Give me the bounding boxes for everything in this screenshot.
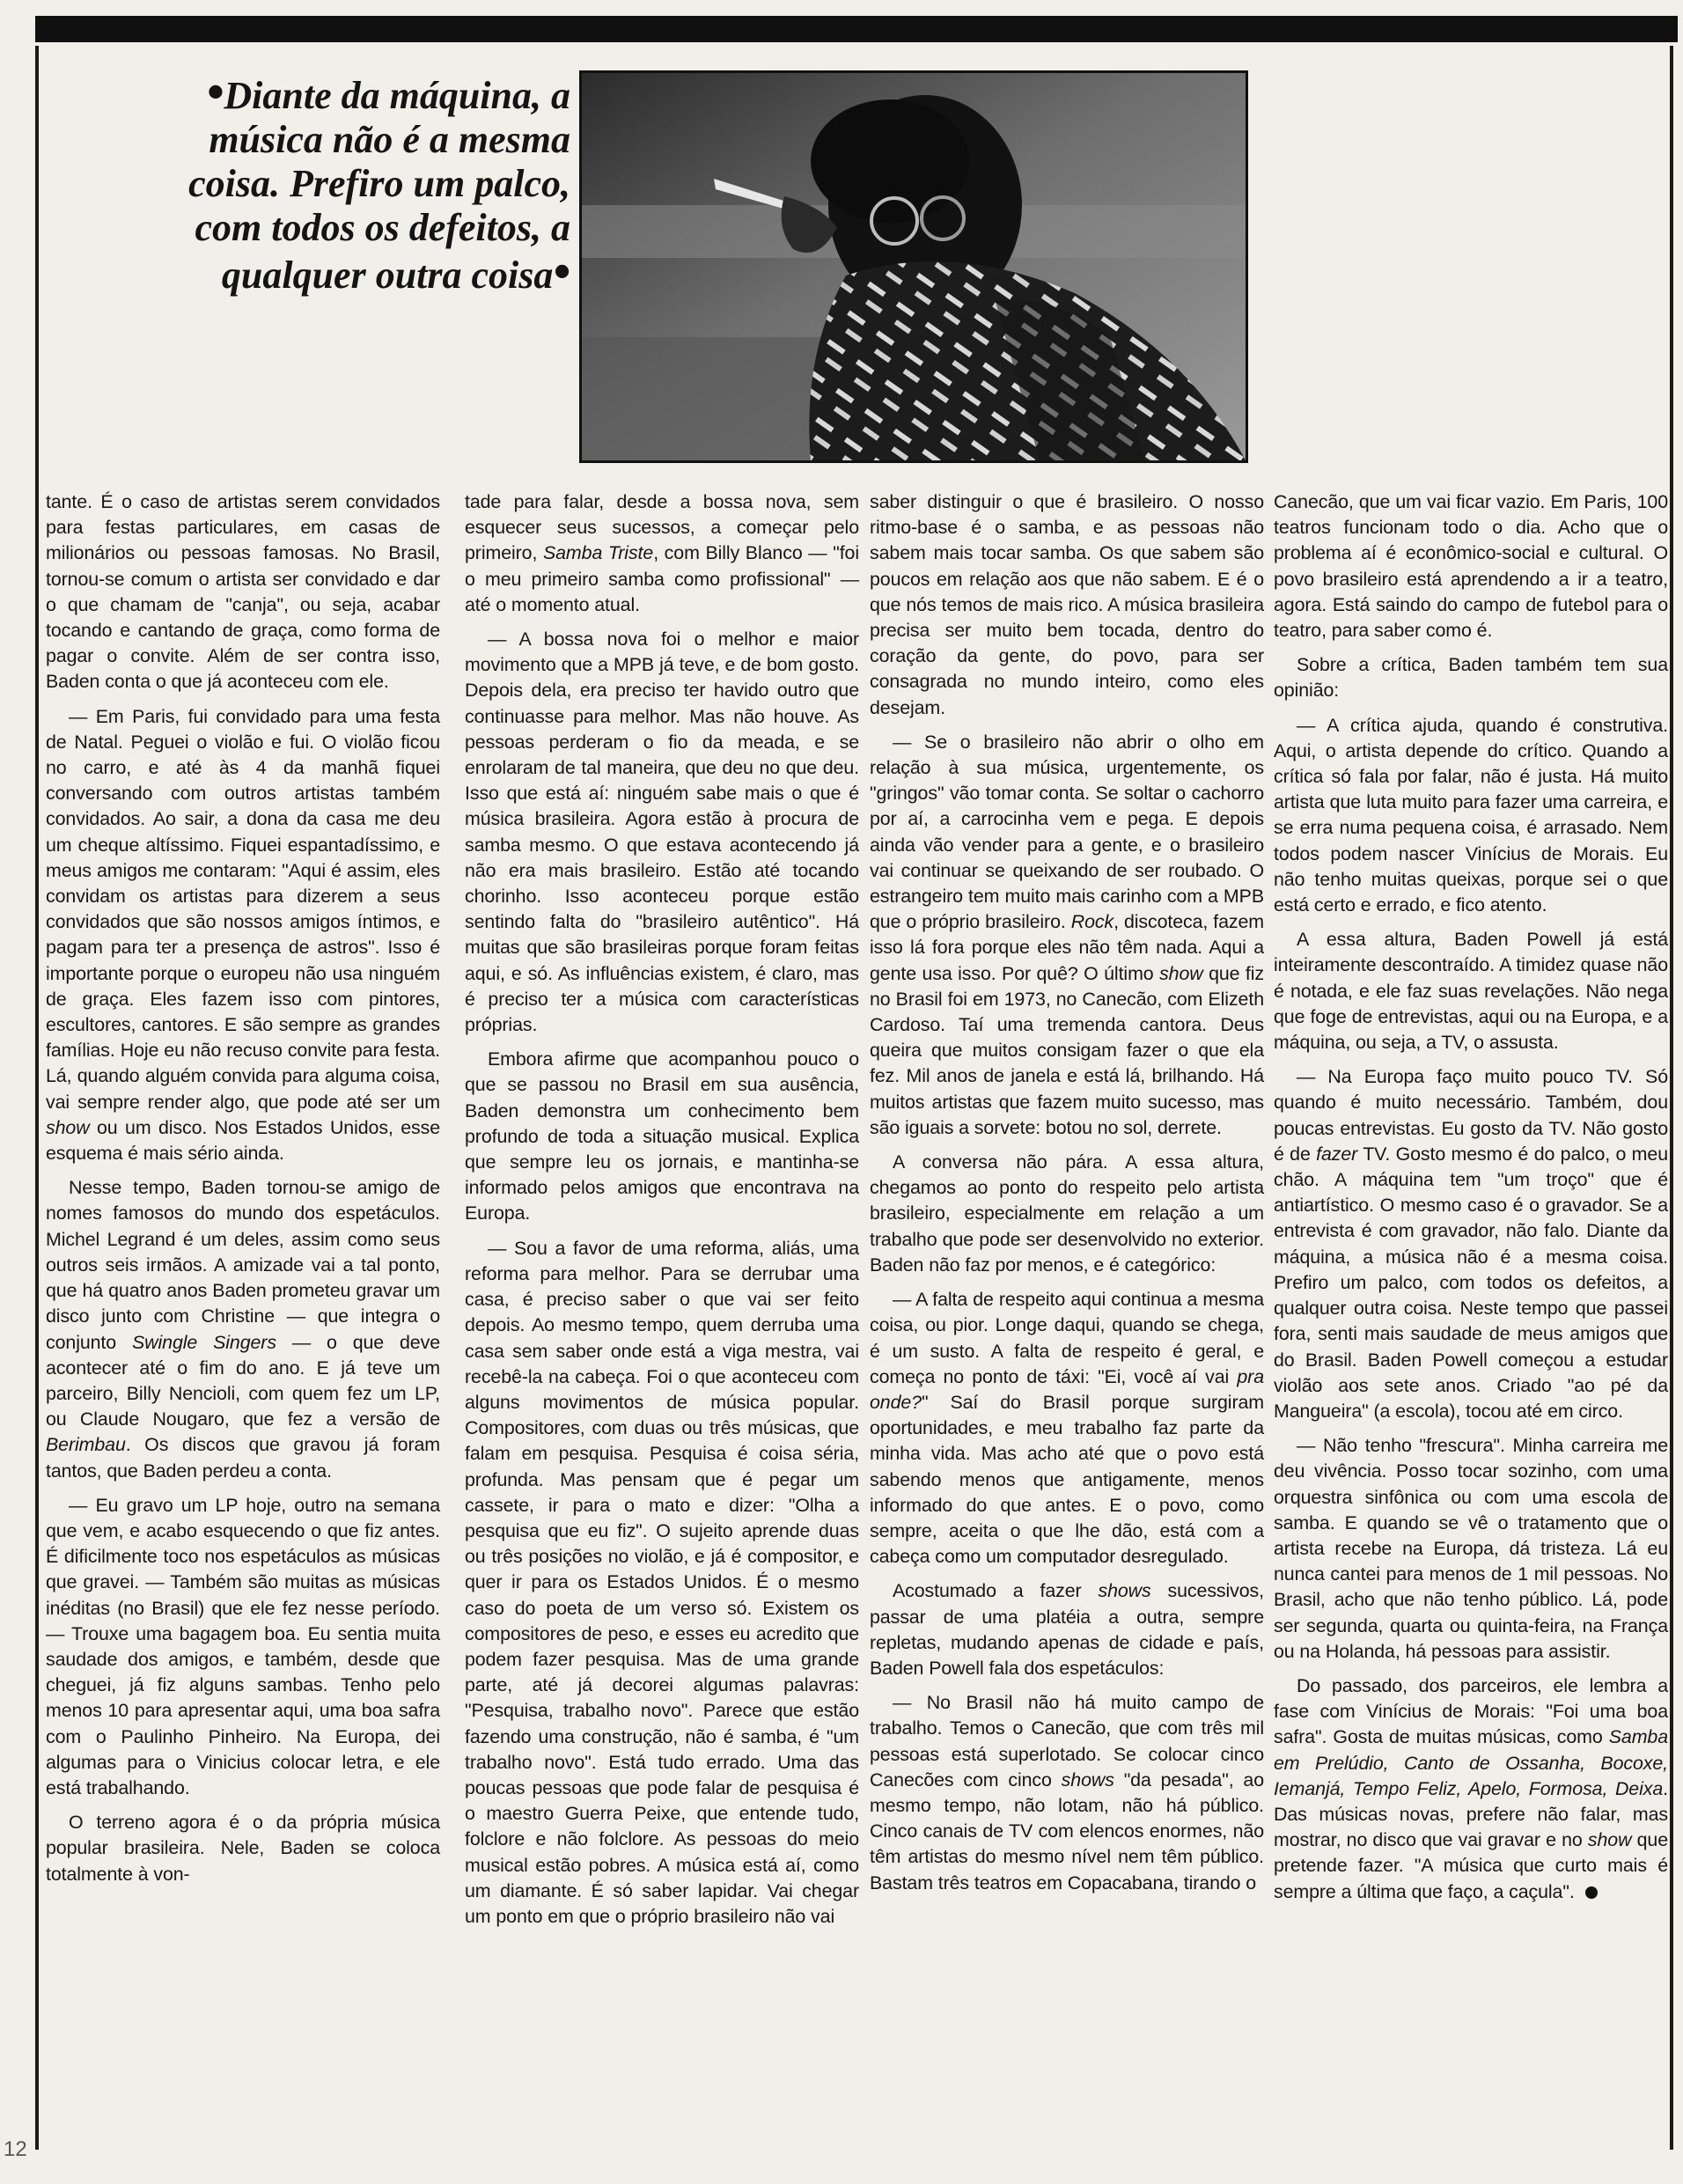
paragraph: Nesse tempo, Baden tornou-se amigo de nomes famosos do mundo dos espetáculos. Michel Legrand é um deles, assim como seus outros seis irmãos. A amizade vai a tal ponto, que há quatro anos Baden prometeu gravar um disco junto com Christine — que integra o conjunto Swingle Singers — o que deve acontecer até o fim do ano. E já teve um parceiro, Billy Nencioli, com quem fez um LP, ou Claude Nougaro, que fez a versão de Berimbau. Os discos que gravou já foram tantos, que Baden perdeu a conta.: [46, 1177, 440, 1482]
paragraph: O terreno agora é o da própria música popular brasileira. Nele, Baden se coloca totalmente à von-: [46, 1812, 440, 1885]
end-of-article-mark: [1585, 1886, 1598, 1899]
paragraph: — Não tenho "frescura". Minha carreira me deu vivência. Posso tocar sozinho, com uma orquestra sinfônica ou com uma escola de samba. E quando se vê o tratamento que o artista recebe na Europa, dá tristeza. Lá eu nunca cantei para menos de 1 mil pessoas. No Brasil, acho que não tenho público. Lá, pode ser segunda, quarta ou quinta-feira, na França ou na Holanda, há pessoas para assistir.: [1274, 1435, 1668, 1662]
paragraph: Do passado, dos parceiros, ele lembra a fase com Vinícius de Morais: "Foi uma boa safra". Gosta de muitas músicas, como Samba em Prelúdio, Canto de Ossanha, Bocoxe, Iemanjá, Tempo Feliz, Apelo, Formosa, Deixa. Das músicas novas, prefere não falar, mas mostrar, no disco que vai gravar e no show que pretende fazer. "A música que curto mais é sempre a última que faço, a caçula".: [1274, 1674, 1669, 1902]
open-quote-mark: •: [206, 65, 224, 120]
paragraph: Sobre a crítica, Baden também tem sua opinião:: [1274, 654, 1668, 702]
close-quote-mark: •: [553, 245, 570, 299]
pull-quote-line-2: música não é a mesma: [209, 118, 570, 161]
paragraph: tante. É o caso de artistas serem convidados para festas particulares, em casas de milionários ou pessoas famosas. No Brasil, tornou-se comum o artista ser convidado e dar o que chamam de "canja", ou seja, acabar tocando e cantando de graça, como forma de pagar o convite. Além de ser contra isso, Baden conta o que já aconteceu com ele.: [46, 491, 440, 693]
pull-quote-line-4: com todos os defeitos, a: [195, 206, 570, 249]
page-number: 12: [4, 2137, 27, 2161]
paragraph: tade para falar, desde a bossa nova, sem esquecer seus sucessos, a começar pelo primeiro, Samba Triste, com Billy Blanco — "foi o meu primeiro samba como profissional" — até o momento atual.: [465, 491, 859, 615]
paragraph: Canecão, que um vai ficar vazio. Em Paris, 100 teatros funcionam todo o dia. Acho que o problema aí é econômico-social e cultural. O povo brasileiro está aprendendo a ir a teatro, agora. Está saindo do campo de futebol para o teatro, para saber como é.: [1274, 491, 1668, 642]
paragraph: — Em Paris, fui convidado para uma festa de Natal. Peguei o violão e fui. O violão ficou no carro, e até às 4 da manhã fiquei conversando com outros artistas também convidados. Ao sair, a dona da casa me deu um cheque altíssimo. Fiquei espantadíssimo, e meus amigos me contaram: "Aqui é assim, eles convidam os artistas para dizerem a seus convidados que são nossos amigos íntimos, e pagam para ter a presença de astros". Isso é importante porque o europeu não usa ninguém de graça. Eles fazem isso com pintores, escultores, cantores. E são sempre as grandes famílias. Hoje eu não recuso convite para festa. Lá, quando alguém convida para alguma coisa, vai sempre render algo, que pode até ser um show ou um disco. Nos Estados Unidos, esse esquema é mais sério ainda.: [46, 705, 441, 1165]
pull-quote: [76, 65, 570, 299]
paragraph: — Eu gravo um LP hoje, outro na semana que vem, e acabo esquecendo o que fiz antes. É dificilmente toco nos espetáculos as músicas que gravei. — Também são muitas as músicas inéditas (no Brasil) que ele fez nesse período. — Trouxe uma bagagem boa. Eu sentia muita saudade dos amigos, e também, desde que cheguei, já fiz alguns sambas. Tenho pelo menos 10 para apresentar aqui, uma boa safra com o Paulinho Pinheiro. Na Europa, dei algumas para o Vinicius colocar letra, e ele está trabalhando.: [46, 1494, 440, 1798]
paragraph: Acostumado a fazer shows sucessivos, passar de uma platéia a outra, sempre repletas, mudando apenas de cidade e país, Baden Powell fala dos espetáculos:: [870, 1580, 1264, 1679]
paragraph: — Sou a favor de uma reforma, aliás, uma reforma para melhor. Para se derrubar uma casa, é preciso saber o que vai ser feito depois. Ao mesmo tempo, quem derruba uma casa sem saber onde está a viga mestra, vai recebê-la na cabeça. Foi o que aconteceu com alguns movimentos de música popular. Compositores, com duas ou três músicas, que falam em pesquisa. Pesquisa é coisa séria, profunda. Mas pensam que é pegar um cassete, ir para o mato e dizer: "Olha a pesquisa que eu fiz". O sujeito aprende duas ou três posições no violão, e já é compositor, e quer ir para os Estados Unidos. É o mesmo caso do poeta de um verso só. Existem os compositores de peso, e esses eu acredito que podem fazer pesquisa. Mas de uma grande parte, até já decorei algumas palavras: "Pesquisa, trabalho novo". Parece que estão fazendo uma construção, não é samba, é "um trabalho novo". Está tudo errado. Uma das poucas pessoas que pode falar de pesquisa é o maestro Guerra Peixe, que entende tudo, folclore e não folclore. As pessoas do meio musical estão pobres. A música está aí, como um diamante. É só saber lapidar. Vai chegar um ponto em que o próprio brasileiro não vai: [465, 1237, 859, 1927]
paragraph: — A falta de respeito aqui continua a mesma coisa, ou pior. Longe daqui, quando se chega, é um susto. A falta de respeito é geral, e começa no ponto de táxi: "Ei, você aí vai pra onde?" Saí do Brasil porque surgiram oportunidades, e meu trabalho faz parte da minha vida. Mas acho até que o povo está sabendo menos que antigamente, menos informado do que antes. E o povo, como sempre, aceita o que lhe dão, está com a cabeça como um computador desregulado.: [870, 1289, 1264, 1568]
article-column-4: [1274, 489, 1668, 1914]
article-column-3: [870, 489, 1264, 1905]
pull-quote-line-1: Diante da máquina, a: [224, 74, 570, 117]
paragraph: Embora afirme que acompanhou pouco o que se passou no Brasil em sua ausência, Baden demonstra um conhecimento bem profundo de toda a situação musical. Explica que sempre leu os jornais, e mantinha-se informado pelos amigos que encontrava na Europa.: [465, 1048, 859, 1224]
paragraph: saber distinguir o que é brasileiro. O nosso ritmo-base é o samba, e as pessoas não sabem mais tocar samba. Os que sabem são poucos em relação aos que não sabem. E é o que nós temos de mais rico. A música brasileira precisa ser muito bem tocada, dentro do coração da gente, do povo, para ser consagrada no mundo inteiro, como eles desejam.: [870, 491, 1264, 718]
paragraph: — No Brasil não há muito campo de trabalho. Temos o Canecão, que com três mil pessoas está superlotado. Se colocar cinco Canecões com cinco shows "da pesada", ao mesmo tempo, não lotam, não há público. Cinco canais de TV com elencos enormes, não têm artistas do mesmo nível nem têm público. Bastam três teatros em Copacabana, tirando o: [870, 1692, 1265, 1894]
pull-quote-line-5: qualquer outra coisa: [221, 254, 554, 297]
article-column-2: [465, 489, 859, 1938]
paragraph: — A crítica ajuda, quando é construtiva. Aqui, o artista depende do crítico. Quando a crítica só fala por falar, não é justa. Há muito artista que luta muito para fazer uma carreira, e se erra numa pequena coisa, é arrasado. Nem todos podem nascer Vinícius de Morais. Eu não tenho muitas queixas, porque sei o que está certo e errado, e fico atento.: [1274, 714, 1668, 916]
paragraph: — A bossa nova foi o melhor e maior movimento que a MPB já teve, e de bom gosto. Depois dela, era preciso ter havido outro que continuasse para melhor. Mas não houve. As pessoas perderam o fio da meada, e se enrolaram de tal maneira, que deu no que deu. Isso que está aí: ninguém sabe mais o que é música brasileira. Agora estão à procura de samba mesmo. O que estava acontecendo já não era mais brasileiro. Estão até tocando chorinho. Isso aconteceu porque estão sentindo falta do "brasileiro autêntico". Há muitas que são brasileiras porque foram feitas aqui, e só. As influências existem, é claro, mas é preciso ter a música com características próprias.: [465, 629, 859, 1036]
top-rule: [35, 16, 1678, 42]
photo-baden-powell: [579, 70, 1248, 463]
article-column-1: [46, 489, 440, 1896]
paragraph: — Se o brasileiro não abrir o olho em relação à sua música, urgentemente, os "gringos" vão tomar conta. Se soltar o cachorro por aí, a carrocinha vem e pega. E depois ainda vão vender para a gente, e o brasileiro vai continuar se queixando de ser roubado. O estrangeiro tem muito mais carinho com a MPB que o próprio brasileiro. Rock, discoteca, fazem isso lá fora porque eles não têm nada. Aqui a gente usa isso. Por quê? O último show que fiz no Brasil foi em 1973, no Canecão, com Elizeth Cardoso. Taí uma tremenda cantora. Deus queira que muitos consigam fazer o que ela fez. Mil anos de janela e está lá, brilhando. Há muitos artistas que fazem muito sucesso, mas são iguais a sorvete: botou no sol, derrete.: [870, 731, 1265, 1138]
pull-quote-line-3: coisa. Prefiro um palco,: [188, 162, 570, 205]
paragraph: A conversa não pára. A essa altura, chegamos ao ponto do respeito pelo artista brasileiro, especialmente em relação a um trabalho que pode ser desenvolvido no exterior. Baden não faz por menos, e é categórico:: [870, 1151, 1264, 1276]
photo-image: [582, 73, 1246, 460]
paragraph: — Na Europa faço muito pouco TV. Só quando é muito necessário. Também, dou poucas entrevistas. Eu gosto da TV. Não gosto é de fazer TV. Gosto mesmo é do palco, o meu chão. A máquina tem "um troço" que é antiartístico. O mesmo caso é o gravador. Se a entrevista é com gravador, não falo. Diante da máquina, a música não é a mesma coisa. Prefiro um palco, com todos os defeitos, a qualquer outra coisa. Neste tempo que passei fora, senti mais saudade de meus amigos que do Brasil. Baden Powell começou a estudar violão aos sete anos. Criado "ao pé da Mangueira" (a escola), tocou até em circo.: [1274, 1066, 1668, 1422]
paragraph: A essa altura, Baden Powell já está inteiramente descontraído. A timidez quase não é notada, e ele faz suas revelações. Não nega que foge de entrevistas, aqui ou na Europa, e a máquina, ou seja, a TV, o assusta.: [1274, 929, 1668, 1054]
